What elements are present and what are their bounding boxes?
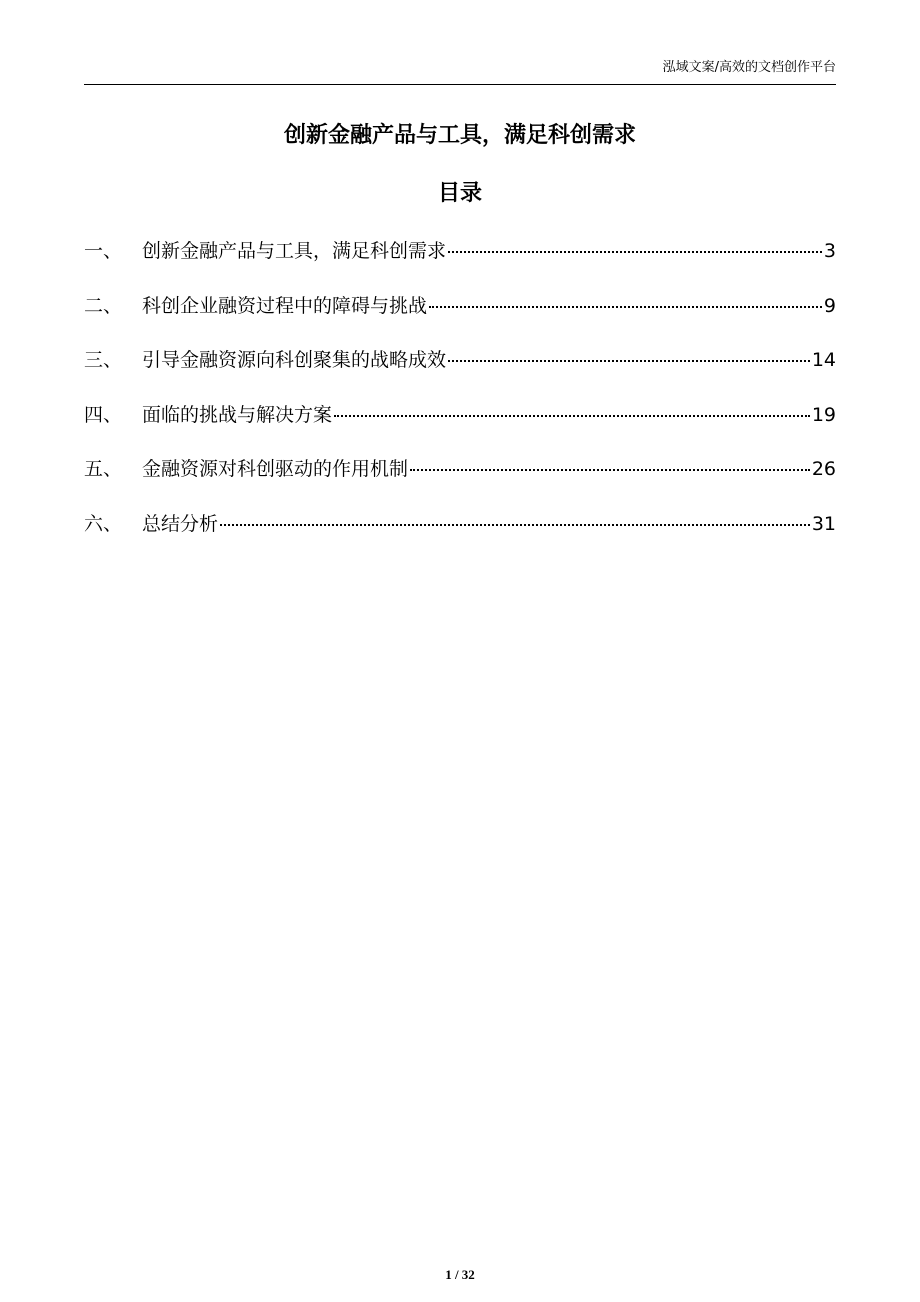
document-title: 创新金融产品与工具，满足科创需求 — [283, 123, 636, 148]
toc-entry-number: 一、 — [84, 240, 123, 262]
page-number-footer: 1 / 32 — [445, 1267, 475, 1282]
toc-entry-title[interactable]: 面临的挑战与解决方案 — [142, 403, 333, 426]
toc-entry-page[interactable]: 3 — [823, 240, 836, 262]
toc-entry-title[interactable]: 创新金融产品与工具，满足科创需求 — [142, 240, 447, 262]
toc-entry[interactable] — [84, 340, 836, 395]
toc-entry-title[interactable]: 科创企业融资过程中的障碍与挑战 — [142, 294, 428, 317]
toc-entry-page[interactable]: 9 — [823, 294, 836, 317]
toc-entry[interactable] — [84, 449, 836, 504]
toc-entry-page[interactable]: 14 — [811, 349, 836, 371]
toc-entry[interactable] — [84, 231, 836, 286]
toc-dot-leader — [410, 469, 810, 471]
toc-entry-page[interactable]: 31 — [811, 512, 836, 535]
toc-dot-leader — [334, 415, 810, 417]
toc-entry-title[interactable]: 总结分析 — [142, 512, 219, 535]
toc-entry-title[interactable]: 金融资源对科创驱动的作用机制 — [142, 458, 409, 480]
table-of-contents — [84, 231, 836, 558]
toc-entry-number: 六、 — [84, 512, 123, 535]
toc-entry-title[interactable]: 引导金融资源向科创聚集的战略成效 — [142, 349, 447, 371]
toc-entry-number: 四、 — [84, 403, 123, 426]
toc-entry[interactable] — [84, 286, 836, 341]
toc-entry[interactable] — [84, 504, 836, 559]
toc-dot-leader — [429, 306, 822, 308]
toc-dot-leader — [448, 251, 822, 253]
toc-dot-leader — [448, 360, 810, 362]
header-divider — [84, 84, 836, 85]
toc-entry-page[interactable]: 19 — [811, 403, 836, 426]
toc-entry-number: 五、 — [84, 458, 123, 480]
toc-heading: 目录 — [437, 181, 482, 206]
toc-entry[interactable] — [84, 395, 836, 450]
page-header-text: 泓域文案/高效的文档创作平台 — [662, 60, 836, 75]
toc-entry-number: 三、 — [84, 349, 123, 371]
toc-entry-page[interactable]: 26 — [811, 458, 836, 480]
toc-entry-number: 二、 — [84, 294, 123, 317]
toc-dot-leader — [220, 524, 810, 526]
